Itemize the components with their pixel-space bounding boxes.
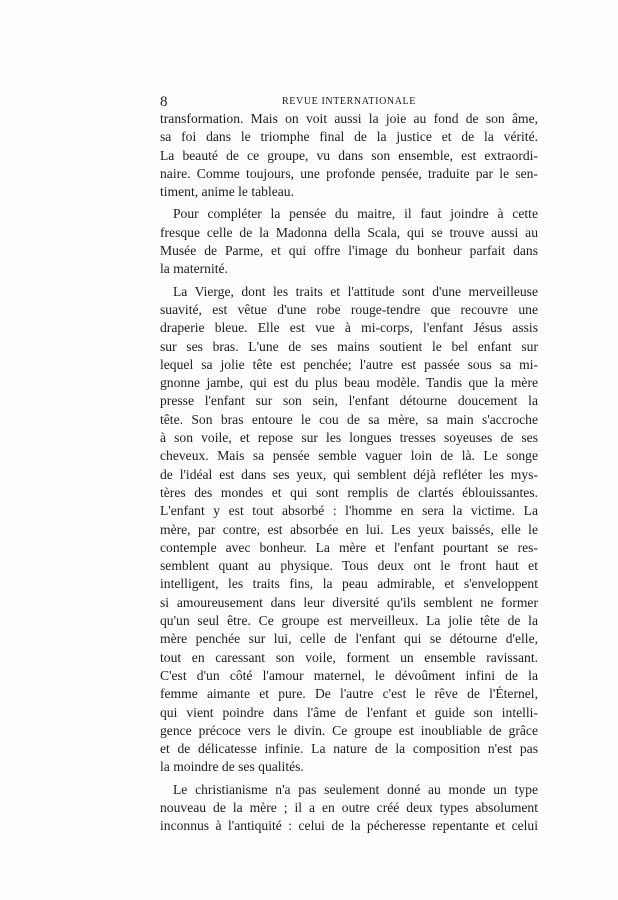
text-line: mère penchée sur lui, celle de l'enfant qui se détourne d'elle, <box>160 631 538 647</box>
text-line: timent, anime le tableau. <box>160 184 294 200</box>
text-line: et de délicatesse infinie. La nature de la composition n'est pas <box>160 741 538 757</box>
text-line: sur ses bras. L'une de ses mains soutient le bel enfant sur <box>160 338 538 354</box>
text-line: la moindre de ses qualités. <box>160 759 304 775</box>
text-line: femme aimante et pure. De l'autre c'est le rêve de l'Éternel, <box>160 686 538 702</box>
text-line: cheveux. Mais sa pensée semble vaguer loin de là. Le songe <box>160 448 538 464</box>
paragraph-4 <box>160 781 538 836</box>
text-line: transformation. Mais on voit aussi la joie au fond de son âme, <box>160 111 538 126</box>
text-line: à son voile, et repose sur les longues tresses soyeuses de ses <box>160 430 538 446</box>
text-line: draperie bleue. Elle est vue à mi-corps, l'enfant Jésus assis <box>160 320 538 336</box>
running-head <box>160 92 538 112</box>
journal-title: REVUE INTERNATIONALE <box>282 96 416 107</box>
text-line: de l'idéal est dans ses yeux, qui semblent déjà refléter les mys- <box>160 466 538 482</box>
text-line: La beauté de ce groupe, vu dans son ensemble, est extraordi- <box>160 147 538 163</box>
page-number: 8 <box>160 94 168 110</box>
text-line: contemple avec bonheur. La mère et l'enfant pourtant se res- <box>160 539 538 555</box>
text-line: nouveau de la mère ; il a en outre créé deux types absolument <box>160 799 538 815</box>
text-line: qui vient poindre dans l'âme de l'enfant et guide son intelli- <box>160 704 538 720</box>
body-text <box>160 110 538 840</box>
text-line: la maternité. <box>160 261 228 277</box>
text-line: Musée de Parme, et qui offre l'image du bonheur parfait dans <box>160 243 538 259</box>
paragraph-2 <box>160 205 538 278</box>
text-line: semblent quant au physique. Tous deux ont le front haut et <box>160 558 538 574</box>
text-line: L'enfant y est tout absorbé : l'homme en sera la victime. La <box>160 503 538 519</box>
text-line: C'est d'un côté l'amour maternel, le dévoûment infini de la <box>160 667 538 683</box>
text-line: tout en caressant son voile, forment un ensemble ravissant. <box>160 649 538 665</box>
text-line: gence précoce vers le divin. Ce groupe est inoubliable de grâce <box>160 722 538 738</box>
text-line: Pour compléter la pensée du maitre, il faut joindre à cette <box>173 206 538 222</box>
paragraph-3 <box>160 283 538 777</box>
text-line: intelligent, les traits fins, la peau admirable, et s'enveloppent <box>160 576 538 592</box>
text-line: si amoureusement dans leur diversité qu'ils semblent ne former <box>160 594 538 610</box>
text-line: inconnus à l'antiquité : celui de la pécheresse repentante et celui <box>160 818 538 834</box>
text-line: tête. Son bras entoure le cou de sa mère, sa main s'accroche <box>160 411 538 427</box>
text-line: sa foi dans le triomphe final de la justice et de la vérité. <box>160 129 538 145</box>
text-line: presse l'enfant sur son sein, l'enfant détourne doucement la <box>160 393 538 409</box>
text-line: gnonne jambe, qui est du plus beau modèle. Tandis que la mère <box>160 375 538 391</box>
text-line: qu'un seul être. Ce groupe est merveilleux. La jolie tête de la <box>160 613 538 629</box>
text-line: naire. Comme toujours, une profonde pensée, traduite par le sen- <box>160 165 538 181</box>
paragraph-1 <box>160 110 538 201</box>
text-line: mère, par contre, est absorbée en lui. Les yeux baissés, elle le <box>160 521 538 537</box>
text-line: lequel sa jolie tête est penchée; l'autre est passée sous sa mi- <box>160 356 538 372</box>
text-line: suavité, est vêtue d'une robe rouge-tendre que recouvre une <box>160 301 538 317</box>
text-line: fresque celle de la Madonna della Scala, qui se trouve aussi au <box>160 224 538 240</box>
text-line: tères des mondes et qui sont remplis de clartés éblouissantes. <box>160 484 538 500</box>
text-line: La Vierge, dont les traits et l'attitude sont d'une merveilleuse <box>173 283 538 299</box>
text-line: Le christianisme n'a pas seulement donné au monde un type <box>173 781 538 797</box>
